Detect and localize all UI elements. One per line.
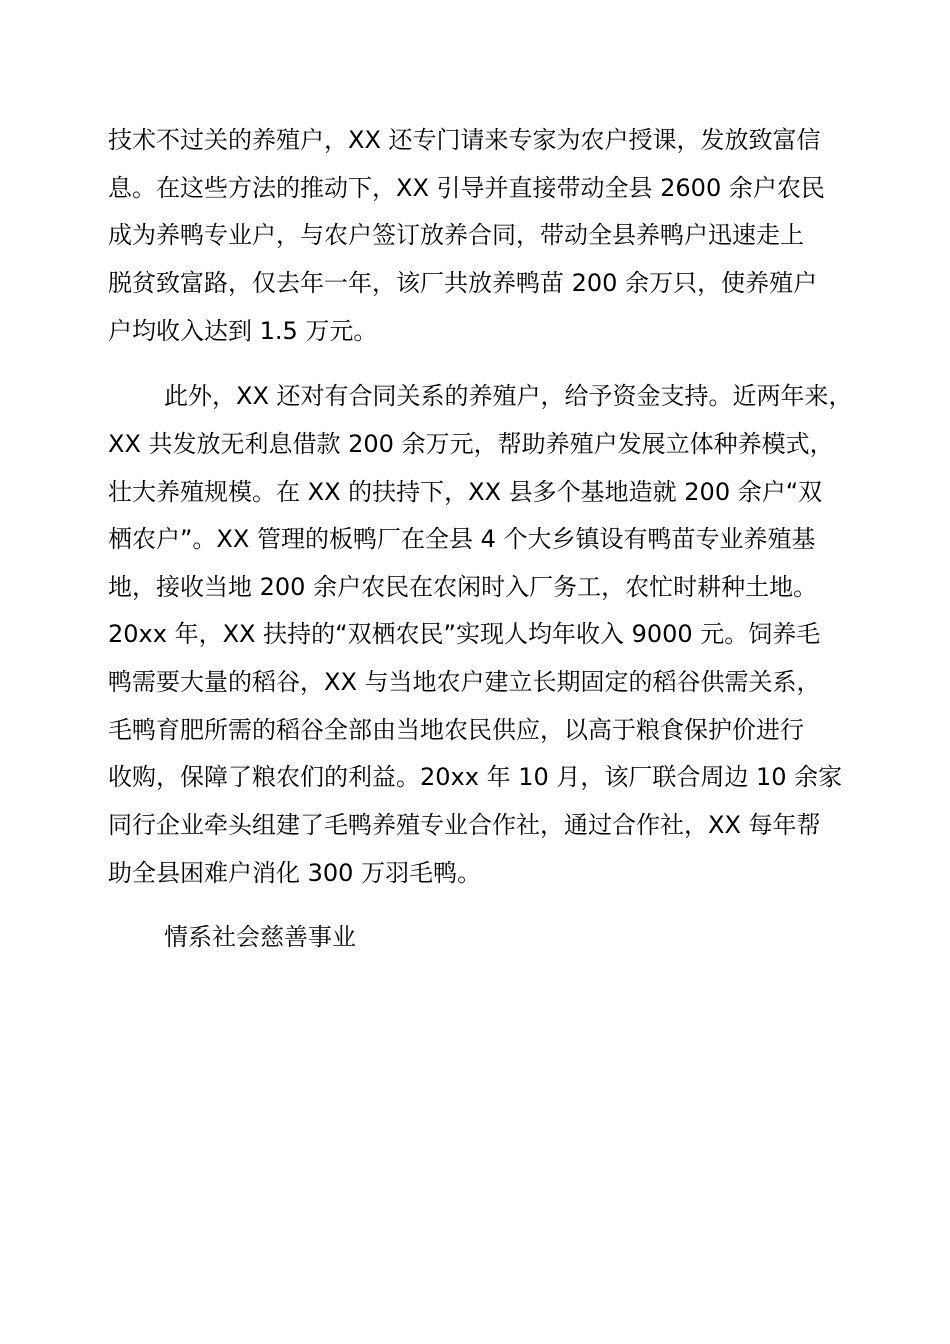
paragraph-2-line-1: 此外，XX 还对有合同关系的养殖户，给予资金支持。近两年来， — [164, 382, 853, 410]
paragraph-2-line-9: 收购，保障了粮农们的利益。20xx 年 10 月，该厂联合周边 10 余家 — [108, 763, 843, 791]
paragraph-2-line-8: 毛鸭育肥所需的稻谷全部由当地农民供应，以高于粮食保护价进行 — [108, 716, 804, 744]
paragraph-2-line-7: 鸭需要大量的稻谷，XX 与当地农户建立长期固定的稻谷供需关系， — [108, 668, 821, 696]
paragraph-2-line-5: 地，接收当地 200 余户农民在农闲时入厂务工，农忙时耕种土地。 — [108, 573, 818, 601]
paragraph-1-line-2: 息。在这些方法的推动下，XX 引导并直接带动全县 2600 余户农民 — [108, 174, 825, 202]
paragraph-2-line-6: 20xx 年，XX 扶持的“双栖农民”实现人均年收入 9000 元。饲养毛 — [108, 620, 821, 648]
paragraph-2-line-3: 壮大养殖规模。在 XX 的扶持下，XX 县多个基地造就 200 余户“双 — [108, 478, 823, 506]
paragraph-2-line-2: XX 共发放无利息借款 200 余万元，帮助养殖户发展立体种养模式， — [108, 430, 834, 458]
paragraph-1-line-4: 脱贫致富路，仅去年一年，该厂共放养鸭苗 200 余万只，使养殖户 — [108, 269, 818, 297]
paragraph-1-line-1: 技术不过关的养殖户，XX 还专门请来专家为农户授课，发放致富信 — [108, 126, 821, 154]
paragraph-1-line-5: 户均收入达到 1.5 万元。 — [108, 317, 378, 345]
paragraph-1-line-3: 成为养鸭专业户，与农户签订放养合同，带动全县养鸭户迅速走上 — [108, 221, 804, 249]
section-heading: 情系社会慈善事业 — [164, 923, 356, 951]
paragraph-2-line-10: 同行企业牵头组建了毛鸭养殖专业合作社，通过合作社，XX 每年帮 — [108, 811, 821, 839]
paragraph-2-line-4: 栖农户”。XX 管理的板鸭厂在全县 4 个大乡镇设有鸭苗专业养殖基 — [108, 525, 816, 553]
paragraph-2-line-11: 助全县困难户消化 300 万羽毛鸭。 — [108, 859, 482, 887]
